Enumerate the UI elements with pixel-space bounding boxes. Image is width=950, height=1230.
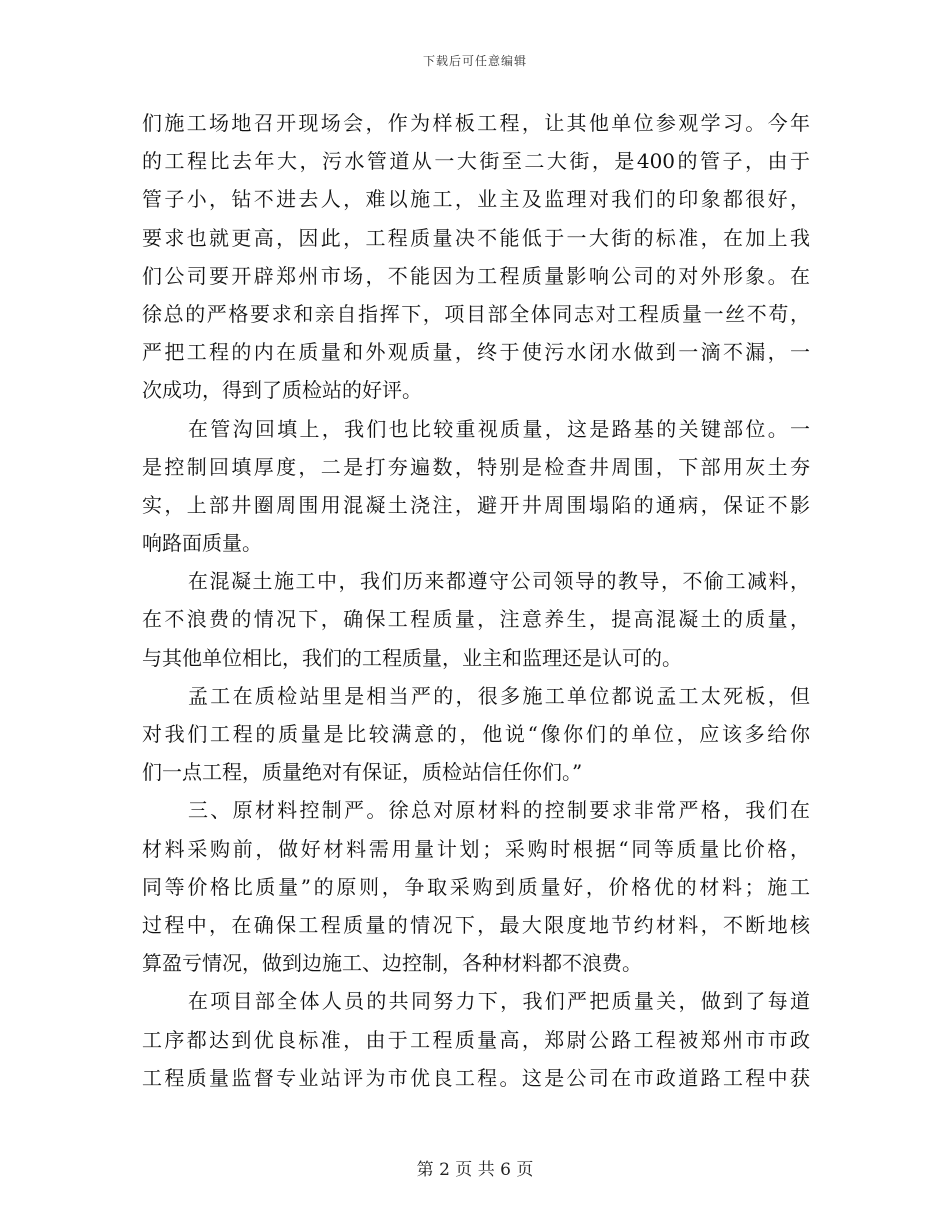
document-body — [142, 104, 810, 1097]
body-line: 徐总的严格要求和亲自指挥下，项目部全体同志对工程质量一丝不苟， — [142, 301, 810, 326]
body-line: 严把工程的内在质量和外观质量，终于使污水闭水做到一滴不漏，一 — [142, 340, 810, 365]
paragraph-first-line: 在管沟回填上，我们也比较重视质量，这是路基的关键部位。一 — [188, 416, 810, 441]
body-line: 们施工场地召开现场会，作为样板工程，让其他单位参观学习。今年 — [142, 111, 810, 135]
body-line: 实，上部井圈周围用混凝土浇注，避开井周围塌陷的通病，保证不影 — [142, 492, 810, 517]
body-line: 工序都达到优良标准，由于工程质量高，郑尉公路工程被郑州市市政 — [142, 1027, 810, 1052]
page-header: 下载后可任意编辑 — [422, 54, 527, 68]
paragraph-first-line: 在混凝土施工中，我们历来都遵守公司领导的教导，不偷工减料， — [188, 569, 810, 594]
body-line: 次成功，得到了质检站的好评。 — [142, 378, 422, 403]
body-line: 的工程比去年大，污水管道从一大街至二大街，是400的管子，由于 — [142, 149, 810, 174]
paragraph-first-line: 孟工在质检站里是相当严的，很多施工单位都说孟工太死板，但 — [188, 683, 810, 708]
body-line: 管子小，钻不进去人，难以施工，业主及监理对我们的印象都很好， — [142, 187, 810, 212]
body-line: 对我们工程的质量是比较满意的，他说“像你们的单位，应该多给你 — [142, 722, 810, 746]
body-line: 要求也就更高，因此，工程质量决不能低于一大街的标准，在加上我 — [142, 225, 810, 250]
body-line: 在不浪费的情况下，确保工程质量，注意养生，提高混凝土的质量， — [142, 607, 810, 632]
page-number-footer: 第 2 页 共 6 页 — [416, 1160, 534, 1180]
body-line: 们一点工程，质量绝对有保证，质检站信任你们。” — [142, 760, 583, 785]
body-line: 同等价格比质量”的原则，争取采购到质量好，价格优的材料；施工 — [142, 874, 810, 899]
paragraph-first-line: 在项目部全体人员的共同努力下，我们严把质量关，做到了每道 — [188, 989, 810, 1014]
body-line: 工程质量监督专业站评为市优良工程。这是公司在市政道路工程中获 — [142, 1065, 810, 1090]
paragraph-first-line: 三、原材料控制严。徐总对原材料的控制要求非常严格，我们在 — [188, 798, 810, 823]
body-line: 材料采购前，做好材料需用量计划；采购时根据“同等质量比价格， — [142, 836, 810, 861]
body-line: 是控制回填厚度，二是打夯遍数，特别是检查井周围，下部用灰土夯 — [142, 454, 810, 479]
body-line: 们公司要开辟郑州市场，不能因为工程质量影响公司的对外形象。在 — [142, 263, 810, 288]
body-line: 与其他单位相比，我们的工程质量，业主和监理还是认可的。 — [142, 645, 682, 670]
body-line: 过程中，在确保工程质量的情况下，最大限度地节约材料，不断地核 — [142, 912, 810, 937]
body-line: 算盈亏情况，做到边施工、边控制，各种材料都不浪费。 — [142, 951, 642, 976]
body-line: 响路面质量。 — [142, 531, 262, 556]
